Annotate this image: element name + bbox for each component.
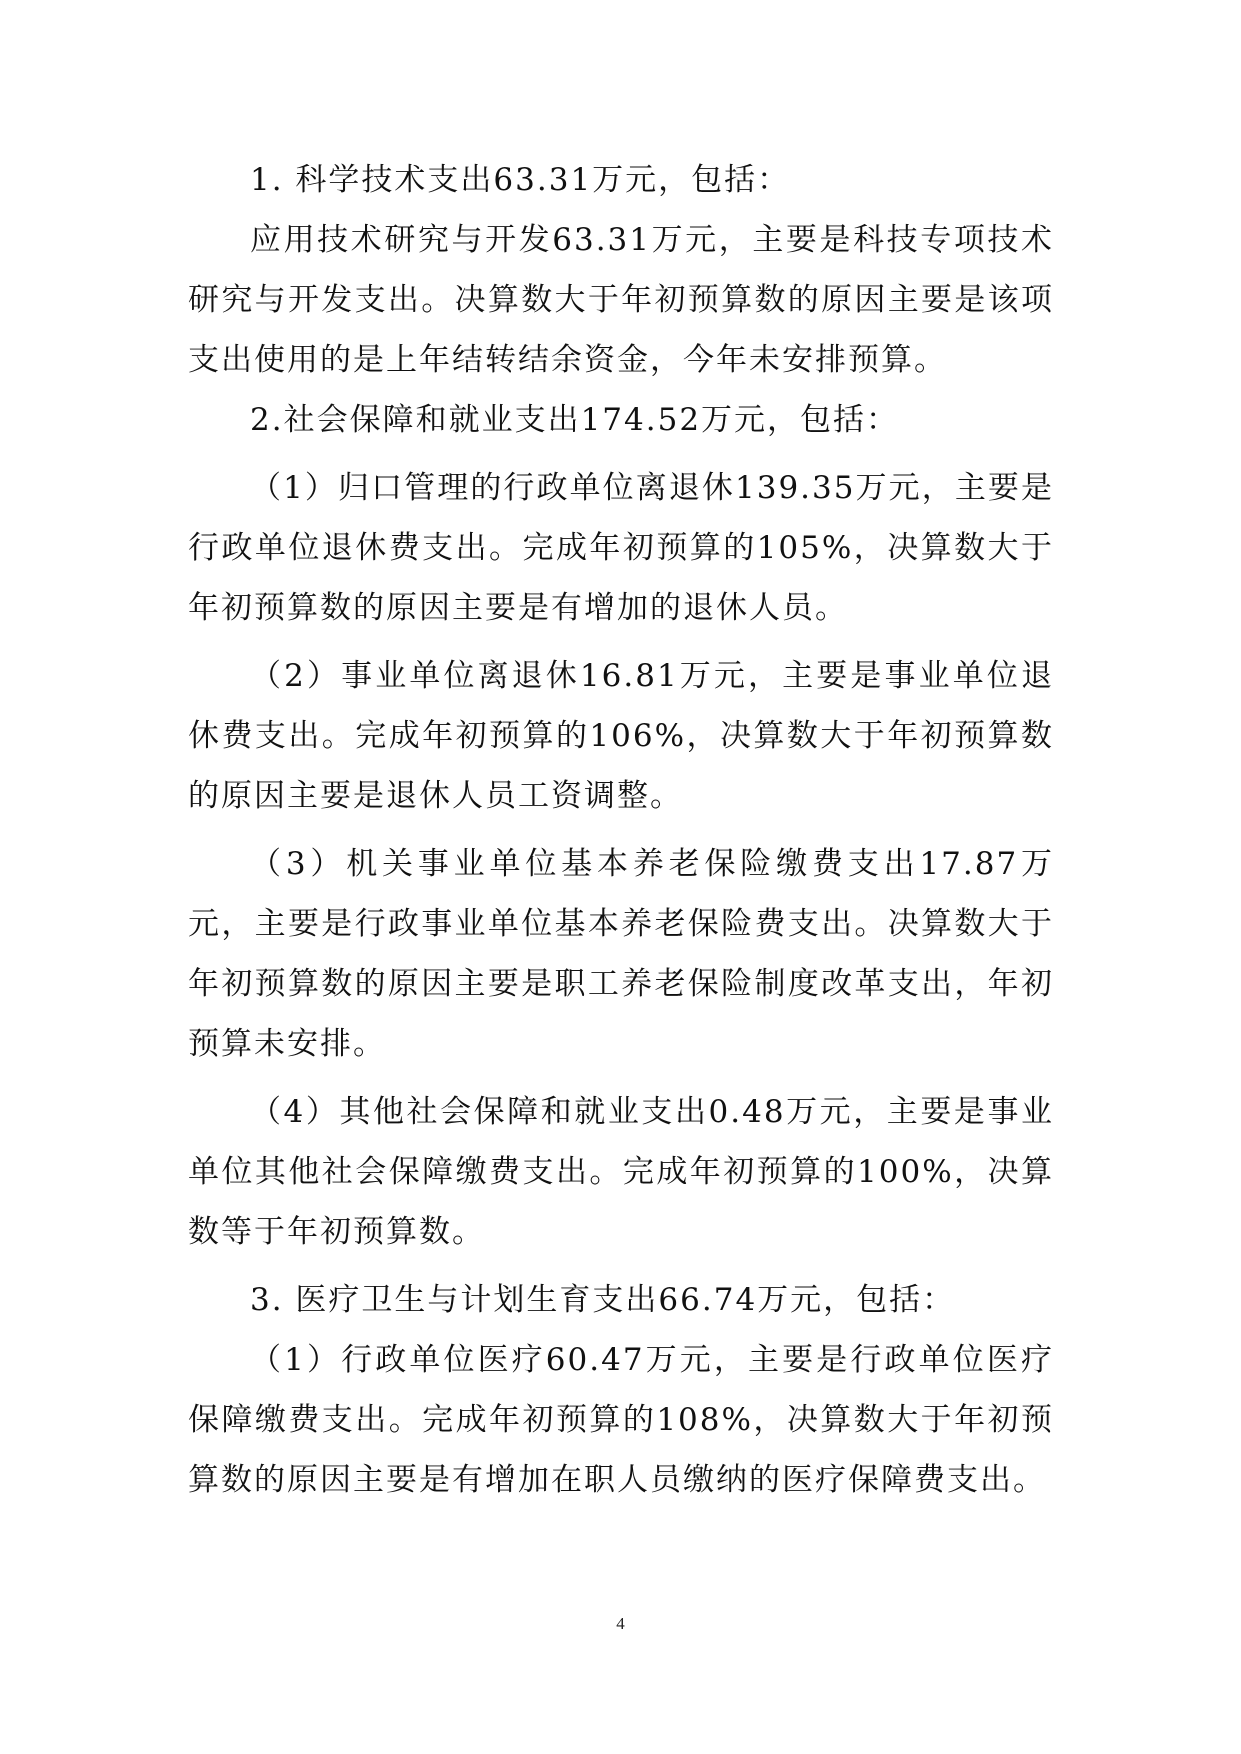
paragraph-institution-retirement: （2）事业单位离退休16.81万元，主要是事业单位退休费支出。完成年初预算的106%，决算数大于年初预算数的原因主要是退休人员工资调整。: [188, 658, 1054, 814]
document-body: [188, 150, 1054, 1510]
paragraph-medical-heading: 3. 医疗卫生与计划生育支出66.74万元，包括：: [250, 1282, 956, 1318]
paragraph-social-security-heading: 2.社会保障和就业支出174.52万元，包括：: [250, 402, 900, 438]
paragraph-science-tech-heading: 1. 科学技术支出63.31万元，包括：: [250, 162, 791, 198]
paragraph-applied-tech: 应用技术研究与开发63.31万元，主要是科技专项技术研究与开发支出。决算数大于年初预算数的原因主要是该项支出使用的是上年结转结余资金，今年未安排预算。: [188, 222, 1054, 378]
paragraph-admin-retirement: （1）归口管理的行政单位离退休139.35万元，主要是行政单位退休费支出。完成年初预算的105%，决算数大于年初预算数的原因主要是有增加的退休人员。: [188, 470, 1054, 626]
paragraph-other-social-security: （4）其他社会保障和就业支出0.48万元，主要是事业单位其他社会保障缴费支出。完成年初预算的100%，决算数等于年初预算数。: [188, 1094, 1054, 1250]
page-number: 4: [616, 1614, 625, 1633]
paragraph-admin-medical: （1）行政单位医疗60.47万元，主要是行政单位医疗保障缴费支出。完成年初预算的108%，决算数大于年初预算数的原因主要是有增加在职人员缴纳的医疗保障费支出。: [188, 1342, 1054, 1498]
paragraph-pension-insurance: （3）机关事业单位基本养老保险缴费支出17.87万元，主要是行政事业单位基本养老保险费支出。决算数大于年初预算数的原因主要是职工养老保险制度改革支出，年初预算未安排。: [188, 846, 1054, 1062]
